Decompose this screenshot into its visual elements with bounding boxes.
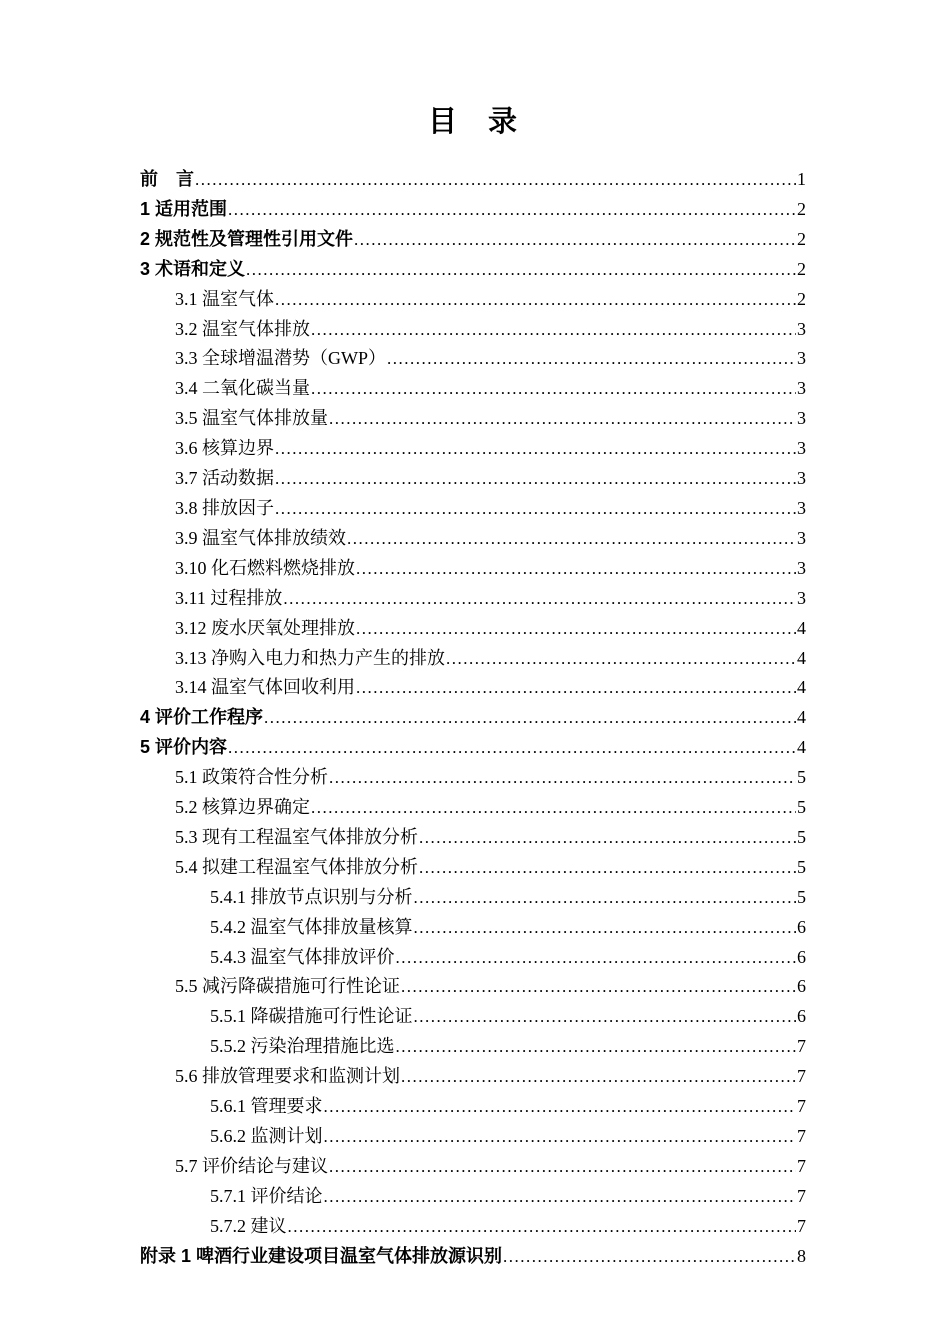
toc-leader-dots	[396, 944, 797, 973]
toc-leader-dots	[311, 316, 796, 345]
toc-entry-page: 4	[797, 647, 806, 668]
toc-entry[interactable]	[140, 913, 806, 943]
toc-leader-dots	[354, 226, 796, 255]
toc-entry-page: 4	[797, 617, 806, 638]
toc-entry[interactable]	[140, 315, 806, 345]
toc-entry-label: 附录 1 啤酒行业建设项目温室气体排放源识别	[140, 1245, 503, 1266]
toc-entry-page: 3	[797, 348, 806, 369]
toc-entry-page: 3	[797, 527, 806, 548]
toc-entry-label: 3.10 化石燃料燃烧排放	[175, 557, 355, 578]
toc-entry[interactable]	[140, 853, 806, 883]
toc-entry[interactable]	[140, 943, 806, 973]
toc-entry-page: 2	[797, 228, 806, 249]
toc-entry-page: 7	[797, 1066, 806, 1087]
toc-leader-dots	[324, 1123, 797, 1152]
toc-leader-dots	[356, 555, 796, 584]
toc-entry-page: 7	[797, 1126, 806, 1146]
toc-entry-label: 3.12 废水厌氧处理排放	[175, 617, 355, 638]
toc-entry[interactable]	[140, 434, 806, 464]
toc-entry-page: 3	[797, 318, 806, 339]
toc-entry-label: 4 评价工作程序	[140, 707, 264, 728]
toc-leader-dots	[387, 345, 796, 374]
toc-entry[interactable]	[140, 225, 806, 255]
toc-leader-dots	[401, 1063, 796, 1092]
toc-entry-label: 5.5 减污降碳措施可行性论证	[175, 976, 400, 997]
toc-leader-dots	[356, 615, 796, 644]
toc-entry-page: 2	[797, 198, 806, 219]
toc-leader-dots	[228, 196, 796, 225]
toc-title: 目 录	[427, 106, 518, 138]
toc-leader-dots	[311, 375, 796, 404]
toc-leader-dots	[264, 704, 796, 733]
toc-entry-label: 5.6 排放管理要求和监测计划	[175, 1066, 400, 1087]
toc-leader-dots	[414, 914, 797, 943]
toc-entry[interactable]	[140, 1002, 806, 1032]
toc-entry-page: 6	[797, 946, 806, 967]
toc-leader-dots	[275, 286, 796, 315]
toc-entry-label: 5.7.2 建议	[210, 1215, 287, 1236]
toc-entry-page: 5	[797, 826, 806, 847]
toc-entry-label: 5.5.1 降碳措施可行性论证	[210, 1006, 413, 1027]
toc-entry-label: 5.4.3 温室气体排放评价	[210, 946, 395, 967]
toc-entry-page: 8	[797, 1245, 806, 1266]
toc-entry-page: 3	[797, 557, 806, 578]
toc-entry-label: 5.2 核算边界确定	[175, 797, 310, 818]
toc-entry-label: 5.4 拟建工程温室气体排放分析	[175, 856, 418, 877]
toc-entry-label: 3.1 温室气体	[175, 288, 274, 309]
toc-leader-dots	[228, 734, 796, 763]
toc-leader-dots	[396, 1033, 797, 1062]
toc-leader-dots	[275, 495, 796, 524]
toc-entry[interactable]	[140, 1182, 806, 1212]
toc-entry-label: 3.7 活动数据	[175, 468, 274, 489]
toc-leader-dots	[347, 525, 796, 554]
toc-entry[interactable]	[140, 464, 806, 494]
toc-leader-dots	[356, 674, 796, 703]
toc-entry-page: 5	[797, 767, 806, 788]
toc-leader-dots	[414, 1003, 797, 1032]
toc-leader-dots	[401, 973, 796, 1002]
toc-entry-label: 3.3 全球增温潜势（GWP）	[175, 348, 386, 369]
toc-entry-label: 3 术语和定义	[140, 258, 246, 279]
toc-entry-label: 3.11 过程排放	[175, 587, 283, 608]
toc-entry-page: 7	[797, 1036, 806, 1057]
toc-entry-label: 1 适用范围	[140, 198, 228, 219]
toc-entry-label: 5.4.1 排放节点识别与分析	[210, 886, 413, 907]
toc-entry-page: 3	[797, 468, 806, 489]
toc-entry-page: 6	[797, 976, 806, 997]
toc-entry[interactable]	[140, 1062, 806, 1092]
toc-leader-dots	[446, 645, 796, 674]
toc-entry-page: 2	[797, 258, 806, 279]
toc-entry[interactable]	[140, 255, 806, 285]
toc-entry-page: 7	[797, 1155, 806, 1176]
toc-entry[interactable]	[140, 823, 806, 853]
toc-entry-page: 3	[797, 378, 806, 399]
toc-leader-dots	[419, 854, 796, 883]
toc-entry-page: 7	[797, 1096, 806, 1117]
toc-entry-label: 5.4.2 温室气体排放量核算	[210, 916, 413, 937]
toc-entry-label: 3.9 温室气体排放绩效	[175, 527, 346, 548]
toc-entry-page: 1	[797, 169, 806, 189]
toc-leader-dots	[275, 435, 796, 464]
toc-entry[interactable]	[140, 285, 806, 315]
toc-entry[interactable]	[140, 883, 806, 913]
toc-leader-dots	[324, 1093, 797, 1122]
toc-leader-dots	[503, 1243, 796, 1272]
toc-entry-page: 3	[797, 438, 806, 459]
toc-entry-page: 5	[797, 797, 806, 818]
toc-entry[interactable]	[140, 494, 806, 524]
toc-entry-page: 6	[797, 916, 806, 937]
toc-entry-page: 3	[797, 408, 806, 429]
toc-entry-label: 3.14 温室气体回收利用	[175, 677, 355, 698]
toc-entry[interactable]	[140, 1212, 806, 1242]
toc-entry[interactable]	[140, 374, 806, 404]
toc-entry-label: 5 评价内容	[140, 737, 228, 758]
toc-entry[interactable]	[140, 673, 806, 703]
toc-entry[interactable]	[140, 1242, 806, 1272]
toc-entry-label: 5.7.1 评价结论	[210, 1185, 323, 1206]
toc-leader-dots	[329, 764, 796, 793]
toc-entry-label: 前 言	[140, 169, 194, 189]
toc-entry-label: 3.8 排放因子	[175, 497, 274, 518]
toc-entry[interactable]	[140, 614, 806, 644]
toc-entry-page: 3	[797, 587, 806, 608]
toc-leader-dots	[414, 884, 797, 913]
toc-entry-label: 5.5.2 污染治理措施比选	[210, 1036, 395, 1057]
toc-leader-dots	[275, 465, 796, 494]
toc-entry[interactable]	[140, 733, 806, 763]
toc-leader-dots	[288, 1213, 797, 1242]
toc-entry-label: 3.4 二氧化碳当量	[175, 378, 310, 399]
toc-entry-page: 7	[797, 1215, 806, 1236]
toc-entry-label: 5.3 现有工程温室气体排放分析	[175, 826, 418, 847]
toc-leader-dots	[283, 585, 796, 614]
toc-entry-label: 5.6.2 监测计划	[210, 1126, 323, 1146]
toc-entry-page: 6	[797, 1006, 806, 1027]
toc-entry-label: 5.6.1 管理要求	[210, 1096, 323, 1117]
toc-leader-dots	[246, 256, 796, 285]
toc-entry-page: 5	[797, 856, 806, 877]
toc-entry[interactable]	[140, 703, 806, 733]
toc-leader-dots	[324, 1183, 797, 1212]
toc-entry[interactable]	[140, 195, 806, 225]
toc-entry-label: 3.13 净购入电力和热力产生的排放	[175, 647, 445, 668]
toc-entry[interactable]	[140, 1122, 806, 1152]
toc-entry-page: 4	[797, 707, 806, 728]
toc-leader-dots	[329, 405, 796, 434]
toc-entry[interactable]	[140, 344, 806, 374]
toc-entry-label: 3.2 温室气体排放	[175, 318, 310, 339]
toc-leader-dots	[329, 1153, 796, 1182]
toc-entry[interactable]	[140, 554, 806, 584]
toc-entry[interactable]	[140, 584, 806, 614]
toc-entry-label: 2 规范性及管理性引用文件	[140, 228, 354, 249]
toc-entry[interactable]	[140, 644, 806, 674]
toc-entry[interactable]	[140, 1032, 806, 1062]
toc-entry[interactable]	[140, 763, 806, 793]
toc-entry-page: 5	[797, 886, 806, 907]
toc-list	[140, 165, 806, 1272]
toc-entry-page: 4	[797, 737, 806, 758]
toc-entry-page: 2	[797, 288, 806, 309]
toc-entry[interactable]	[140, 404, 806, 434]
toc-leader-dots	[419, 824, 796, 853]
toc-entry-page: 4	[797, 677, 806, 698]
toc-entry[interactable]	[140, 1092, 806, 1122]
toc-entry-page: 7	[797, 1185, 806, 1206]
toc-leader-dots	[311, 794, 796, 823]
toc-entry-page: 3	[797, 497, 806, 518]
toc-entry-label: 3.5 温室气体排放量	[175, 408, 328, 429]
toc-entry[interactable]	[140, 1152, 806, 1182]
toc-leader-dots	[195, 166, 796, 195]
toc-entry[interactable]	[140, 524, 806, 554]
toc-entry[interactable]	[140, 972, 806, 1002]
toc-entry-label: 5.1 政策符合性分析	[175, 767, 328, 788]
toc-entry[interactable]	[140, 793, 806, 823]
toc-entry-label: 5.7 评价结论与建议	[175, 1155, 328, 1176]
toc-entry-label: 3.6 核算边界	[175, 438, 274, 459]
toc-entry[interactable]	[140, 165, 806, 195]
